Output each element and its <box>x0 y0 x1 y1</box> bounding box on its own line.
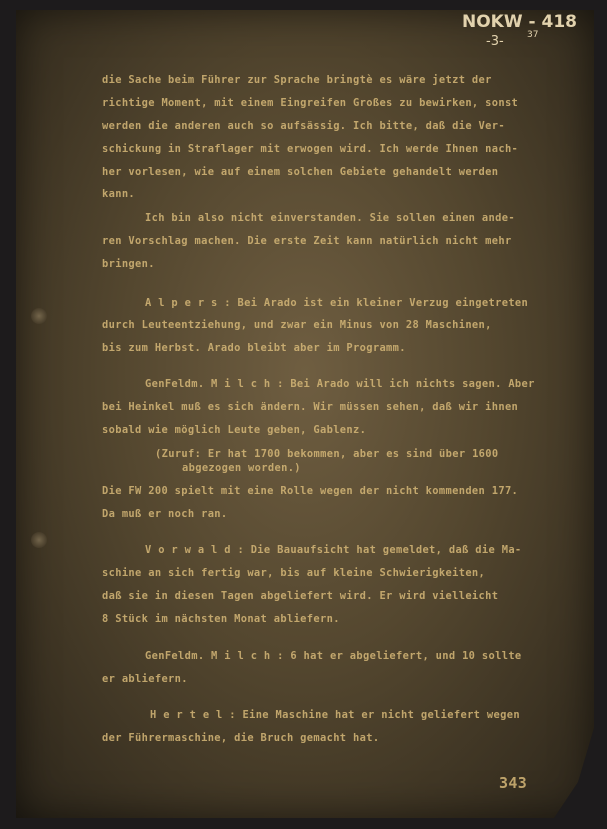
document-code-stamp: NOKW - 418 <box>462 12 577 32</box>
text-line: kann. <box>102 188 136 200</box>
text-line: sobald wie möglich Leute geben, Gablenz. <box>102 424 367 436</box>
text-line: her vorlesen, wie auf einem solchen Gebiete gehandelt werden <box>102 166 499 178</box>
punch-hole-bottom <box>31 532 47 548</box>
text-line: GenFeldm. M i l c h : 6 hat er abgeliefert, und 10 sollte <box>145 650 522 662</box>
text-line: bringen. <box>102 258 155 270</box>
document-page <box>16 10 594 818</box>
text-line: werden die anderen auch so aufsässig. Ich bitte, daß die Ver- <box>102 120 505 132</box>
torn-corner <box>554 728 594 818</box>
text-line: daß sie in diesen Tagen abgeliefert wird. Er wird vielleicht <box>102 590 499 602</box>
text-line: der Führermaschine, die Bruch gemacht hat. <box>102 732 380 744</box>
small-page-number: 37 <box>527 30 539 40</box>
text-line: die Sache beim Führer zur Sprache bringtè es wäre jetzt der <box>102 74 492 86</box>
text-line: schickung in Straflager mit erwogen wird. Ich werde Ihnen nach- <box>102 143 519 155</box>
text-line: H e r t e l : Eine Maschine hat er nicht geliefert wegen <box>150 709 520 721</box>
page-mark: -3- <box>486 34 504 49</box>
text-line: GenFeldm. M i l c h : Bei Arado will ich nichts sagen. Aber <box>145 378 535 390</box>
text-line: Ich bin also nicht einverstanden. Sie sollen einen ande- <box>145 212 515 224</box>
text-line: Da muß er noch ran. <box>102 508 228 520</box>
text-line: A l p e r s : Bei Arado ist ein kleiner Verzug eingetreten <box>145 297 529 309</box>
text-line: (Zuruf: Er hat 1700 bekommen, aber es sind über 1600 <box>155 448 499 460</box>
page-number: 343 <box>499 774 528 792</box>
text-line: abgezogen worden.) <box>182 462 301 474</box>
text-line: ren Vorschlag machen. Die erste Zeit kann natürlich nicht mehr <box>102 235 512 247</box>
text-line: durch Leuteentziehung, und zwar ein Minus von 28 Maschinen, <box>102 319 492 331</box>
text-line: 8 Stück im nächsten Monat abliefern. <box>102 613 340 625</box>
text-line: V o r w a l d : Die Bauaufsicht hat gemeldet, daß die Ma- <box>145 544 522 556</box>
punch-hole-top <box>31 308 47 324</box>
text-line: bei Heinkel muß es sich ändern. Wir müssen sehen, daß wir ihnen <box>102 401 519 413</box>
text-line: richtige Moment, mit einem Eingreifen Großes zu bewirken, sonst <box>102 97 519 109</box>
text-line: bis zum Herbst. Arado bleibt aber im Programm. <box>102 342 406 354</box>
text-line: er abliefern. <box>102 673 188 685</box>
text-line: Die FW 200 spielt mit eine Rolle wegen der nicht kommenden 177. <box>102 485 519 497</box>
text-line: schine an sich fertig war, bis auf kleine Schwierigkeiten, <box>102 567 486 579</box>
